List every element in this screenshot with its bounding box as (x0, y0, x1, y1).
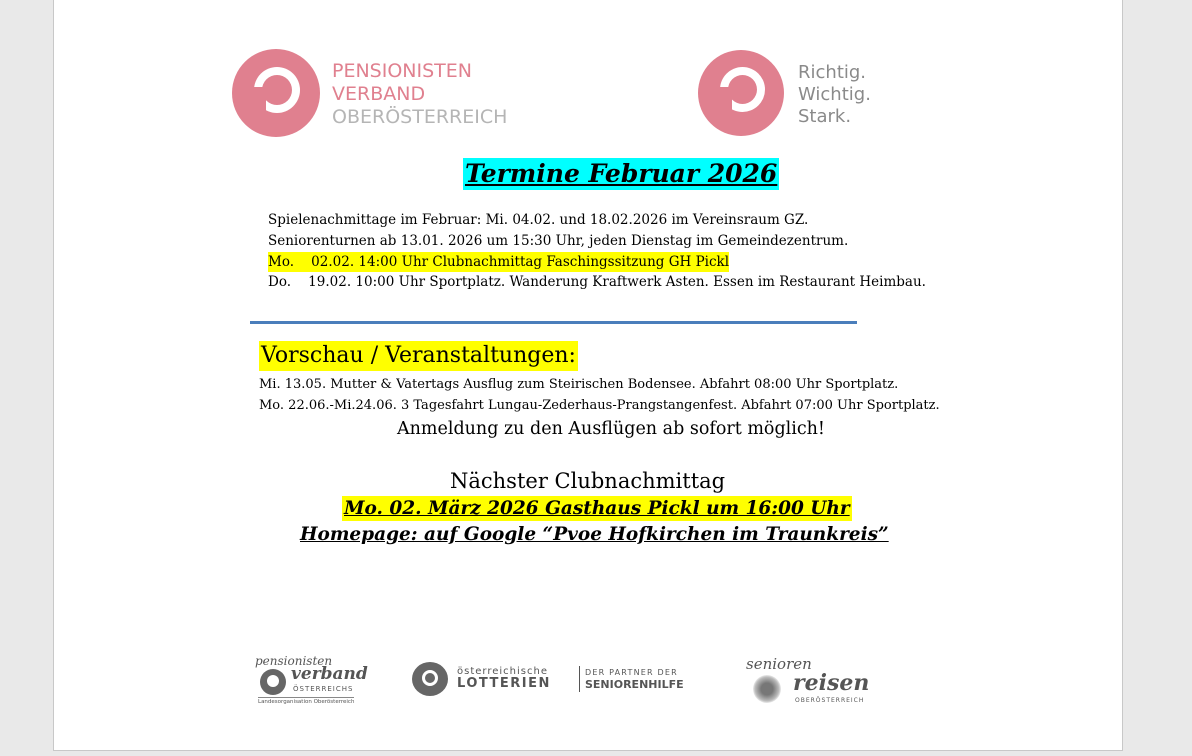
brand-name (332, 60, 507, 129)
page-title: Termine Februar 2026 (465, 159, 778, 188)
footer-logo1-sub: ÖSTERREICHS (293, 685, 354, 693)
footer-logo1-main: verband (291, 664, 368, 684)
footer-logo3-top: senioren (746, 655, 812, 673)
homepage-line: Homepage: auf Google “Pvoe Hofkirchen im Traunkreis” (300, 524, 889, 545)
termin-line-1: Spielenachmittage im Februar: Mi. 04.02. und 18.02.2026 im Vereinsraum GZ. (268, 212, 809, 228)
divider-line (250, 321, 857, 324)
footer-logo1-circle-icon (260, 669, 286, 695)
brand-line-2: VERBAND (332, 83, 426, 105)
brand-line-3: OBERÖSTERREICH (332, 106, 508, 128)
next-club-heading: Nächster Clubnachmittag (450, 469, 726, 493)
footer-logo2-separator (579, 666, 580, 692)
slogan (798, 62, 871, 128)
footer-logo2-main: LOTTERIEN (457, 676, 551, 691)
footer-seniorenreisen-logo (743, 655, 888, 710)
brand-line-1: PENSIONISTEN (332, 60, 472, 82)
footer-lotterien-logo (412, 660, 712, 700)
footer-logo3-sub: OBERÖSTERREICH (795, 697, 865, 704)
pensionistenverband-logo-icon (232, 49, 320, 137)
footer-logo3-flower-icon (753, 675, 781, 703)
preview-item-1: Mi. 13.05. Mutter & Vatertags Ausflug zum Steirischen Bodensee. Abfahrt 08:00 Uhr Sportplatz. (259, 377, 899, 392)
next-club-date: Mo. 02. März 2026 Gasthaus Pickl um 16:00 Uhr (344, 498, 850, 519)
registration-note: Anmeldung zu den Ausflügen ab sofort möglich! (397, 419, 825, 439)
footer-lotterien-icon (412, 662, 448, 696)
document-page (53, 0, 1123, 751)
slogan-line-3: Stark. (798, 106, 852, 127)
preview-heading: Vorschau / Veranstaltungen: (259, 341, 578, 371)
footer-logo2-tag2: SENIORENHILFE (585, 678, 684, 691)
termin-line-4: Do. 19.02. 10:00 Uhr Sportplatz. Wanderung Kraftwerk Asten. Essen im Restaurant Heimbau. (268, 274, 926, 290)
slogan-logo-icon (698, 50, 784, 136)
footer-logo1-caption: Landesorganisation Oberösterreich (258, 699, 355, 705)
termin-line-3-highlighted: Mo. 02.02. 14:00 Uhr Clubnachmittag Faschingssitzung GH Pickl (268, 254, 730, 270)
termin-line-2: Seniorenturnen ab 13.01. 2026 um 15:30 Uhr, jeden Dienstag im Gemeindezentrum. (268, 233, 849, 249)
footer-logo3-main: reisen (793, 670, 870, 696)
footer-pensionistenverband-logo (243, 654, 383, 708)
footer-logo2-top: österreichische (457, 666, 548, 677)
footer-logo1-top: pensionisten (255, 654, 333, 668)
slogan-line-2: Wichtig. (798, 84, 871, 105)
preview-item-2: Mo. 22.06.-Mi.24.06. 3 Tagesfahrt Lungau-Zederhaus-Prangstangenfest. Abfahrt 07:00 Uhr Sportplatz. (259, 398, 940, 413)
footer-logo2-tag1: DER PARTNER DER (585, 668, 678, 677)
slogan-line-1: Richtig. (798, 62, 867, 83)
